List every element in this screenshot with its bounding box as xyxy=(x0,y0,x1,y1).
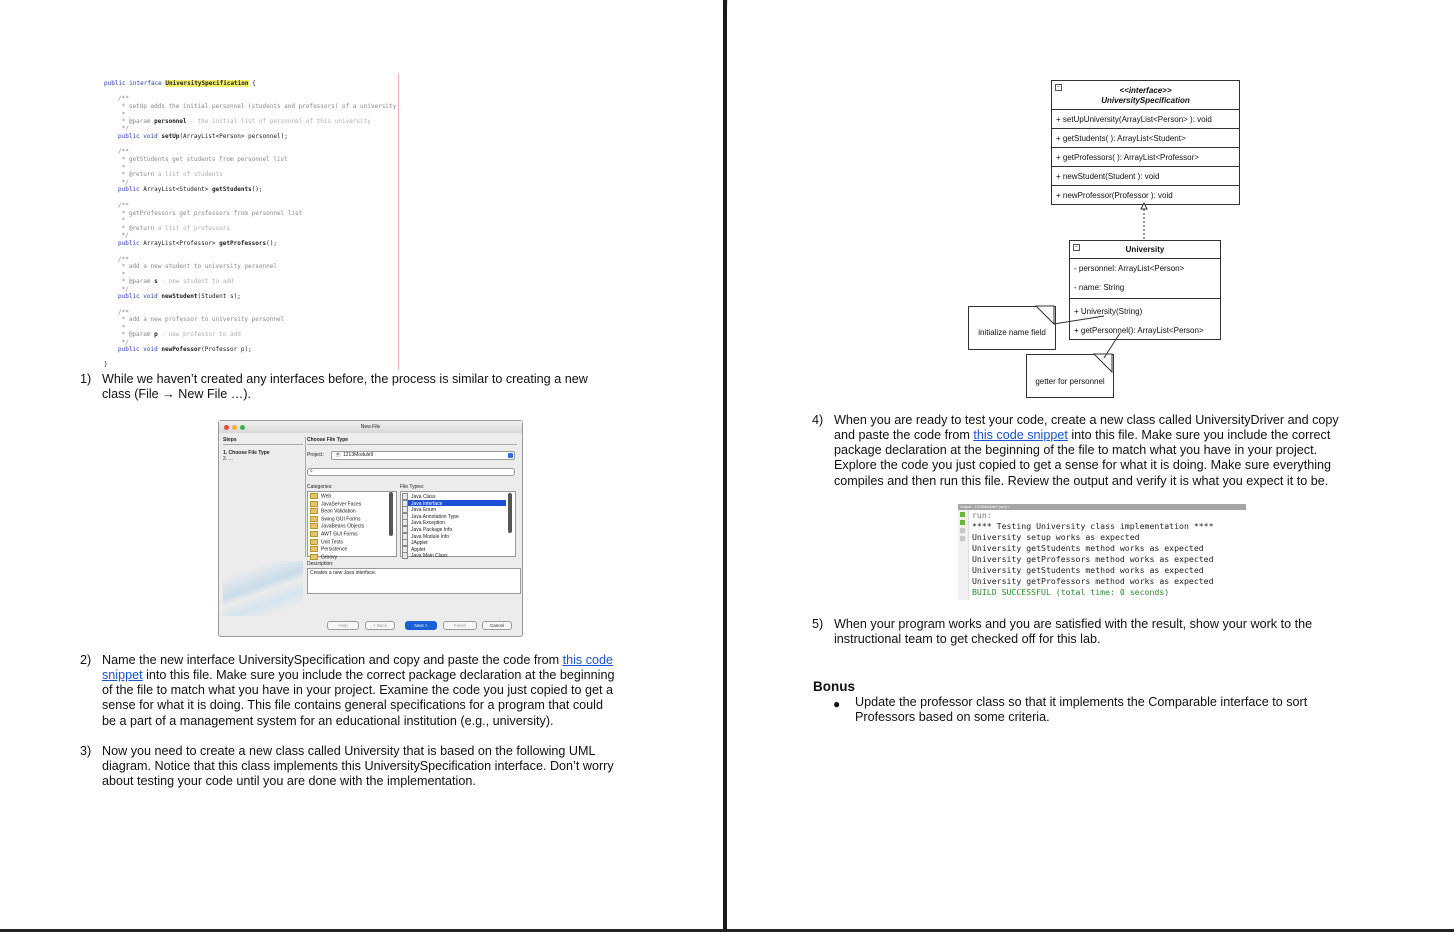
category-label: JavaBeans Objects xyxy=(321,523,365,530)
step-text: be a part of a management system for an educational institution (e.g., university). xyxy=(102,714,554,728)
filetype-label: Java Class xyxy=(411,493,436,500)
code-comment: * xyxy=(118,324,126,331)
steps-header: Steps xyxy=(223,437,303,445)
step-text: When your program works and you are satisfied with the result, show your work to the xyxy=(834,617,1313,631)
folder-icon xyxy=(310,508,318,514)
uml-divider xyxy=(1052,109,1239,110)
output-tab[interactable]: Output - 1213Module9 (run) × xyxy=(960,505,1011,509)
dialog-decoration xyxy=(223,561,303,616)
filetype-item[interactable] xyxy=(402,519,506,525)
filetype-item[interactable] xyxy=(402,539,506,545)
note-fold xyxy=(1036,306,1054,324)
class-name: University xyxy=(1125,245,1165,254)
code-keyword: public xyxy=(118,240,140,247)
code-comment: /** xyxy=(118,202,129,209)
code-param: s xyxy=(150,278,158,285)
step-item: 1. Choose File Type xyxy=(223,450,270,456)
note-connector xyxy=(1054,316,1104,324)
step-text: compiles and then run this file. Review the output and verify it is what you expect it to be. xyxy=(834,474,1329,488)
collapse-icon: − xyxy=(1055,84,1062,91)
step-text: and paste the code from xyxy=(834,428,974,442)
category-item[interactable] xyxy=(310,508,356,515)
collapse-icon: − xyxy=(1073,244,1080,251)
step-number: 3) xyxy=(80,744,92,758)
category-item[interactable] xyxy=(310,539,343,546)
uml-divider xyxy=(1052,147,1239,148)
step-1 xyxy=(80,372,680,404)
code-comment: */ xyxy=(118,232,129,239)
bonus-text: Update the professor class so that it implements the Comparable interface to sort xyxy=(855,695,1308,709)
minimize-window-icon[interactable] xyxy=(232,425,237,430)
interface-operation: + getStudents( ): ArrayList<Student> xyxy=(1056,134,1186,143)
code-comment: * getProfessors get professors from personnel list xyxy=(118,210,303,217)
description-label: Description: xyxy=(307,561,334,567)
output-line: University getStudents method works as expected xyxy=(972,543,1204,553)
step-text: diagram. Notice that this class implements this UniversitySpecification interface. Don’t worry xyxy=(102,759,614,773)
folder-icon xyxy=(310,493,318,499)
step-text: When you are ready to test your code, create a new class called UniversityDriver and copy xyxy=(834,413,1339,427)
step-2 xyxy=(80,653,680,733)
code-snippet-link[interactable]: snippet xyxy=(102,668,143,682)
output-window xyxy=(958,504,1246,600)
filetype-item[interactable] xyxy=(402,513,506,519)
category-label: JavaServer Faces xyxy=(321,500,362,507)
code-comment: /** xyxy=(118,95,129,102)
filetype-label: Java Annotation Type xyxy=(411,513,459,520)
project-icon: ☕ xyxy=(335,452,342,458)
interface-operation: + setUpUniversity(ArrayList<Person> ): void xyxy=(1056,115,1212,124)
output-line: University setup works as expected xyxy=(972,532,1140,542)
interface-operation: + newProfessor(Professor ): void xyxy=(1056,191,1173,200)
interface-operation: + getProfessors( ): ArrayList<Professor> xyxy=(1056,153,1199,162)
code-comment: */ xyxy=(118,179,129,186)
settings-icon[interactable] xyxy=(960,536,965,541)
step-item: 2. ... xyxy=(223,456,233,462)
code-comment: - new student to add xyxy=(157,278,234,285)
left-page xyxy=(0,0,724,932)
code-comment: */ xyxy=(118,286,129,293)
categories-list[interactable] xyxy=(307,491,397,561)
class-attribute: - name: String xyxy=(1074,283,1125,292)
code-method: newPofessor xyxy=(157,346,202,353)
folder-icon xyxy=(310,501,318,507)
filetype-label: Java Package Info xyxy=(411,526,453,533)
category-item[interactable] xyxy=(310,554,337,561)
rerun-icon[interactable] xyxy=(960,512,965,517)
category-item[interactable] xyxy=(310,546,347,553)
folder-icon xyxy=(310,516,318,522)
output-line: University getProfessors method works as expected xyxy=(972,554,1214,564)
code-comment: /** xyxy=(118,309,129,316)
dialog-titlebar xyxy=(219,421,522,433)
step-text: about testing your code until you are done with the implementation. xyxy=(102,774,476,788)
code-keyword: public void xyxy=(118,346,158,353)
code-comment: * xyxy=(118,217,126,224)
dialog-separator xyxy=(305,437,306,557)
uml-interface-box xyxy=(1051,80,1240,205)
code-keyword: public interface xyxy=(104,80,162,87)
code-text: (Student s); xyxy=(197,293,241,300)
filetypes-list[interactable] xyxy=(400,491,516,560)
code-comment: * add a new professor to university personnel xyxy=(118,316,285,323)
code-comment: * @return xyxy=(118,171,155,178)
filetype-item[interactable] xyxy=(402,493,506,499)
java-file-icon xyxy=(402,552,408,559)
code-method: getProfessors xyxy=(215,240,267,247)
step-number: 5) xyxy=(812,617,824,631)
new-file-dialog xyxy=(218,420,523,637)
code-method: setUp xyxy=(157,133,180,140)
bullet-icon: ● xyxy=(833,697,841,711)
page-divider xyxy=(723,0,727,932)
step-text: class (File → New File …). xyxy=(102,387,252,401)
panel-header: Choose File Type xyxy=(307,437,517,445)
uml-divider xyxy=(1052,166,1239,167)
note-text: initialize name field xyxy=(978,328,1046,337)
code-comment: * xyxy=(118,271,126,278)
code-method: getStudents xyxy=(208,186,252,193)
filetype-item[interactable] xyxy=(402,506,506,512)
filetype-item[interactable] xyxy=(402,500,506,506)
class-operation: + getPersonnel(): ArrayList<Person> xyxy=(1074,326,1204,335)
code-keyword: public void xyxy=(118,133,158,140)
dialog-title: New File xyxy=(360,424,381,430)
category-label: Bean Validation xyxy=(321,508,356,515)
uml-connectors xyxy=(960,190,1260,410)
code-keyword: public xyxy=(118,186,140,193)
filetype-label: Applet xyxy=(411,546,426,553)
output-line: University getProfessors method works as expected xyxy=(972,576,1214,586)
filetype-label: JApplet xyxy=(411,540,428,547)
filetypes-label: File Types: xyxy=(400,484,425,490)
code-type: ArrayList<Student> xyxy=(139,186,209,193)
code-margin-line xyxy=(398,74,399,370)
code-comment: * getStudents get students from personnel list xyxy=(118,156,288,163)
folder-icon xyxy=(310,531,318,537)
uml-divider xyxy=(1052,128,1239,129)
step-text: Explore the code you just copied to get a sense for what it is doing. Make sure everything xyxy=(834,458,1332,472)
filetype-label: Java Module Info xyxy=(411,533,450,540)
code-comment: * @param xyxy=(118,118,151,125)
step-text: While we haven’t created any interfaces before, the process is similar to creating a new xyxy=(102,372,588,386)
category-label: Web xyxy=(321,493,332,500)
step-number: 4) xyxy=(812,413,824,427)
code-comment: /** xyxy=(118,148,129,155)
code-comment: */ xyxy=(118,125,129,132)
filetype-item[interactable] xyxy=(402,546,506,552)
code-comment: * @return xyxy=(118,225,155,232)
output-line: BUILD SUCCESSFUL (total time: 0 seconds) xyxy=(972,587,1170,597)
categories-label: Categories: xyxy=(307,484,333,490)
code-text: (); xyxy=(266,240,277,247)
code-comment: a list of students xyxy=(154,171,223,178)
class-attribute: - personnel: ArrayList<Person> xyxy=(1074,264,1185,273)
code-comment: * xyxy=(118,111,126,118)
output-line: run: xyxy=(972,510,992,520)
category-item[interactable] xyxy=(310,523,364,530)
folder-icon xyxy=(310,554,318,560)
step-text: package declaration at the beginning of the file to match what you have in your project. xyxy=(834,443,1318,457)
help-button[interactable]: Help xyxy=(327,621,359,630)
step-number: 2) xyxy=(80,653,92,667)
code-type: ArrayList<Professor> xyxy=(139,240,216,247)
cancel-button[interactable]: Cancel xyxy=(482,621,512,630)
code-comment: * @param xyxy=(118,331,151,338)
code-comment: */ xyxy=(118,339,129,346)
step-text: Now you need to create a new class called University that is based on the following UML xyxy=(102,744,596,758)
code-text: (ArrayList<Person> personnel); xyxy=(179,133,288,140)
step-5 xyxy=(812,617,1432,649)
code-snippet-link[interactable]: this code snippet xyxy=(973,428,1068,442)
choose-file-type-panel xyxy=(307,437,517,617)
folder-icon xyxy=(310,546,318,552)
bonus-heading: Bonus xyxy=(813,679,855,694)
back-button[interactable]: < Back xyxy=(365,621,395,630)
run-icon[interactable] xyxy=(960,520,965,525)
code-text: { xyxy=(248,80,256,87)
class-operation: + University(String) xyxy=(1074,307,1143,316)
category-label: Persistence xyxy=(321,546,348,553)
filetype-label: Java Interface xyxy=(411,500,443,507)
code-comment: - the initial list of personnel of this university xyxy=(186,118,371,125)
note-text: getter for personnel xyxy=(1035,377,1105,386)
category-label: Groovy xyxy=(321,554,338,561)
category-item[interactable] xyxy=(310,501,361,508)
filetype-label: Java Exception xyxy=(411,520,445,527)
code-method: newStudent xyxy=(157,293,198,300)
step-text: Name the new interface UniversitySpecification and copy and paste the code from xyxy=(102,653,563,667)
zoom-window-icon[interactable] xyxy=(240,425,245,430)
code-snippet-link[interactable]: this code xyxy=(562,653,614,667)
next-button[interactable]: Next > xyxy=(405,621,437,630)
filetype-label: Java Main Class xyxy=(411,553,448,560)
step-text: into this file. Make sure you include the correct package declaration at the beginning xyxy=(142,668,615,682)
output-gutter xyxy=(958,510,969,600)
bonus-text: Professors based on some criteria. xyxy=(855,710,1050,724)
code-comment: /** xyxy=(118,256,129,263)
project-select[interactable] xyxy=(331,451,515,460)
code-comment: * setUp adds the initial personnel (students and professors) of a university xyxy=(118,103,397,110)
search-icon: ⌕ xyxy=(310,468,313,474)
code-param: p xyxy=(150,331,158,338)
code-comment: a list of professors xyxy=(154,225,230,232)
code-text: } xyxy=(104,361,108,368)
step-text: into this file. Make sure you include the correct xyxy=(1067,428,1331,442)
stop-icon[interactable] xyxy=(960,528,965,533)
interface-operation: + newStudent(Student ): void xyxy=(1056,172,1160,181)
project-value: 1213Module9 xyxy=(343,452,374,458)
code-comment: * xyxy=(118,164,126,171)
step-text: instructional team to get checked off for this lab. xyxy=(834,632,1101,646)
description-text: Creates a new Java interface. xyxy=(310,570,377,576)
realization-arrowhead xyxy=(1141,203,1147,209)
step-3 xyxy=(80,744,680,792)
filetype-item[interactable] xyxy=(402,533,506,539)
description-box xyxy=(307,568,521,594)
code-text: (); xyxy=(251,186,263,193)
code-comment: * @param xyxy=(118,278,151,285)
chevron-down-icon xyxy=(508,453,513,458)
code-text: (Professor p); xyxy=(201,346,252,353)
output-line: University getStudents method works as expected xyxy=(972,565,1204,575)
category-label: Swing GUI Forms xyxy=(321,516,361,523)
filetype-item[interactable] xyxy=(402,552,506,558)
categories-scrollbar[interactable] xyxy=(389,492,393,536)
code-comment: * add a new student to university personnel xyxy=(118,263,277,270)
step-4 xyxy=(812,413,1432,493)
step-number: 1) xyxy=(80,372,92,386)
filetype-label: Java Enum xyxy=(411,507,437,514)
code-comment: - new professor to add xyxy=(157,331,241,338)
code-interface-name: UniversitySpecification xyxy=(165,80,249,87)
finish-button[interactable]: Finish xyxy=(443,621,477,630)
filetypes-scrollbar[interactable] xyxy=(508,493,512,533)
folder-icon xyxy=(310,523,318,529)
category-label: AWT GUI Forms xyxy=(321,531,358,538)
bonus-item xyxy=(855,695,1415,727)
step-text: of the file to match what you have in your project. Examine the code you just copied to get a xyxy=(102,683,614,697)
note-fold xyxy=(1094,354,1112,372)
output-line: **** Testing University class implementation **** xyxy=(972,521,1214,531)
code-keyword: public void xyxy=(118,293,158,300)
project-label: Project: xyxy=(307,452,324,458)
category-item[interactable] xyxy=(310,531,358,538)
category-label: Unit Tests xyxy=(321,538,343,545)
search-input[interactable] xyxy=(307,468,515,476)
uml-divider xyxy=(1052,185,1239,186)
filetype-item[interactable] xyxy=(402,526,506,532)
interface-name: UniversitySpecification xyxy=(1101,96,1190,105)
folder-icon xyxy=(310,539,318,545)
category-item[interactable] xyxy=(310,493,331,500)
interface-stereotype: <<interface>> xyxy=(1119,86,1172,95)
step-text: sense for what it is doing. This file contains general specifications for a program that could xyxy=(102,698,603,712)
category-item[interactable] xyxy=(310,516,360,523)
code-param: personnel xyxy=(150,118,187,125)
close-window-icon[interactable] xyxy=(224,425,229,430)
